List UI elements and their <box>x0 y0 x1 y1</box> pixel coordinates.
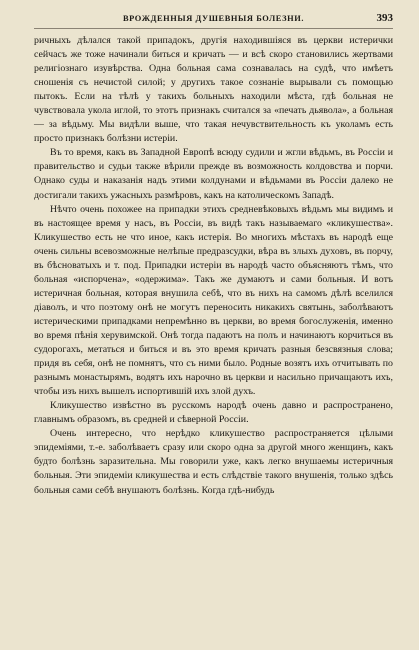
paragraph: Кликушество извѣстно въ русскомъ народѣ очень давно и распространено, главнымъ образомъ, въ средней и сѣверной Россіи. <box>34 400 393 426</box>
paragraph: Нѣчто очень похожее на припадки этихъ средневѣковыхъ вѣдьмъ мы видимъ и въ настоящее время у насъ, въ Россіи, въ видѣ такъ называемаго «кликушества». Кликушество есть не что иное, какъ истерія. Во многихъ мѣстахъ въ народѣ еще очень сильны всевозможные нелѣпые предразсудки, вѣра въ злыхъ духовъ, въ порчу, въ бѣсноватыхъ и т. под. Припадки истеріи въ народѣ часто объясняютъ тѣмъ, что больная «испорчена», «одержима». Такъ же думаютъ и сами больныя. И вотъ истеричная больная, которая внушила себѣ, что въ нихъ на самомъ дѣлѣ вселился діаволъ, и что поэтому онѣ не могутъ переносить никакихъ святынь, заболѣваютъ истерическими припадками непремѣнно въ церкви, во время богослуженія, именно во время пѣнія херувимской. Онѣ тогда падаютъ на полъ и начинаютъ корчиться въ судорогахъ, метаться и биться и въ это время кричать разныя безсвязныя слова; придя въ себя, онѣ не помнятъ, что съ ними было. Родные возятъ ихъ отчитывать по разнымъ монастырямъ, водятъ ихъ нарочно въ церкви и насильно причащаютъ ихъ, чтобы изъ нихъ вышелъ испортившій ихъ злой духъ. <box>34 203 393 398</box>
body-text <box>34 34 393 498</box>
paragraph: Очень интересно, что нерѣдко кликушество распространяется цѣлыми эпидеміями, т.-е. заболѣваетъ сразу или скоро одна за другой много женщинъ, какъ будто болѣзнь заразительна. Мы говорили уже, какъ легко внушаемы истеричныя больныя. Эти эпидеміи кликушества и есть слѣдствіе такого внушенія, только здѣсь больныя сами себѣ внушаютъ болѣзнь. Когда гдѣ-нибудь <box>34 428 393 496</box>
running-title: ВРОЖДЕННЫЯ ДУШЕВНЫЯ БОЛЕЗНИ. <box>122 14 305 23</box>
running-header <box>34 12 393 29</box>
paragraph: Въ то время, какъ въ Западной Европѣ всюду судили и жгли вѣдьмъ, въ Россіи и правительство и судьи также вѣрили прежде въ возможность колдовства и порчи. Однако суды и наказанія надъ этими колдунами и вѣдьмами въ Россіи далеко не достигали такихъ ужасныхъ размѣровъ, какъ на католическомъ Западѣ. <box>34 147 393 201</box>
page-number: 393 <box>376 12 393 24</box>
paragraph: ричныхъ дѣлался такой припадокъ, другія находившіяся въ церкви истерички сейчасъ же тоже начинали биться и кричать — и всѣ скоро становились жертвами религіознаго изувѣрства. Одна больная сама сознавалась на судѣ, что имѣетъ сношенія съ нечистой силой; у другихъ такое сознаніе вырывали съ помощью пытокъ. Если на тѣлѣ у такихъ больныхъ находили мѣста, гдѣ больная не чувствовала укола иглой, то этотъ признакъ считался за «печать дьявола», а больная — за вѣдьму. Мы видѣли выше, что такая нечувствительность къ уколамъ есть просто признакъ болѣзни истеріи. <box>34 35 393 145</box>
